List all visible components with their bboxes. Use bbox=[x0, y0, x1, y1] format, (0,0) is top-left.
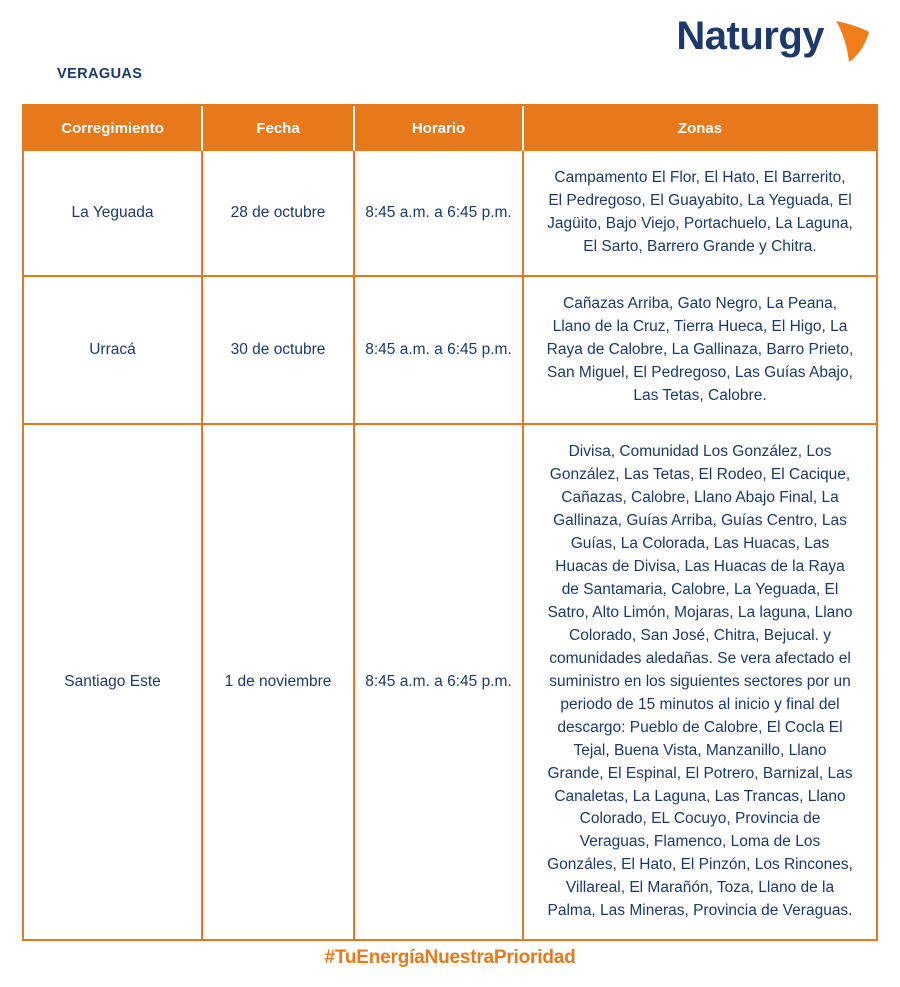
cell-corregimiento: La Yeguada bbox=[24, 151, 202, 276]
column-header-corregimiento: Corregimiento bbox=[24, 106, 202, 151]
cell-fecha: 30 de octubre bbox=[202, 276, 354, 425]
column-header-horario: Horario bbox=[354, 106, 523, 151]
table-body bbox=[24, 151, 876, 939]
table-row bbox=[24, 151, 876, 276]
cell-fecha: 1 de noviembre bbox=[202, 424, 354, 939]
cell-horario: 8:45 a.m. a 6:45 p.m. bbox=[354, 424, 523, 939]
outage-table-element bbox=[24, 106, 876, 939]
cell-corregimiento: Santiago Este bbox=[24, 424, 202, 939]
page-header bbox=[0, 0, 900, 92]
table-row bbox=[24, 424, 876, 939]
naturgy-logo bbox=[676, 16, 872, 69]
outage-table bbox=[22, 104, 878, 941]
cell-zonas: Cañazas Arriba, Gato Negro, La Peana, Llano de la Cruz, Tierra Hueca, El Higo, La Raya de Calobre, La Gallinaza, Barro Prieto, San Miguel, El Pedregoso, Las Guías Abajo, Las Tetas, Calobre. bbox=[523, 276, 876, 425]
cell-horario: 8:45 a.m. a 6:45 p.m. bbox=[354, 276, 523, 425]
cell-corregimiento: Urracá bbox=[24, 276, 202, 425]
column-header-fecha: Fecha bbox=[202, 106, 354, 151]
table-row bbox=[24, 276, 876, 425]
flame-icon bbox=[832, 18, 872, 69]
cell-horario: 8:45 a.m. a 6:45 p.m. bbox=[354, 151, 523, 276]
footer-hashtag: #TuEnergíaNuestraPrioridad bbox=[324, 947, 576, 968]
brand-name: Naturgy bbox=[676, 14, 824, 58]
column-header-zonas: Zonas bbox=[523, 106, 876, 151]
table-head bbox=[24, 106, 876, 151]
cell-fecha: 28 de octubre bbox=[202, 151, 354, 276]
region-title: VERAGUAS bbox=[57, 66, 143, 82]
cell-zonas: Divisa, Comunidad Los González, Los González, Las Tetas, El Rodeo, El Cacique, Cañazas, Calobre, Llano Abajo Final, La Gallinaza, Guías Arriba, Guías Centro, Las Guías, La Colorada, Las Huacas, Las Huacas de Divisa, Las Huacas de la Raya de Santamaria, Calobre, La Yeguada, El Satro, Alto Limón, Mojaras, La laguna, Llano Colorado, San José, Chitra, Bejucal. y comunidades aledañas. Se vera afectado el suministro en los siguientes sectores por un periodo de 15 minutos al inicio y final del descargo: Pueblo de Calobre, El Cocla El Tejal, Buena Vista, Manzanillo, Llano Grande, El Espinal, El Potrero, Barnizal, Las Canaletas, La Laguna, Las Trancas, Llano Colorado, EL Cocuyo, Provincia de Veraguas, Flamenco, Loma de Los Gonzáles, El Hato, El Pinzón, Los Rincones, Villareal, El Marañón, Toza, Llano de la Palma, Las Mineras, Provincia de Veraguas. bbox=[523, 424, 876, 939]
cell-zonas: Campamento El Flor, El Hato, El Barrerito, El Pedregoso, El Guayabito, La Yeguada, El Jagüito, Bajo Viejo, Portachuelo, La Laguna, El Sarto, Barrero Grande y Chitra. bbox=[547, 169, 853, 255]
table-header-row bbox=[24, 106, 876, 151]
